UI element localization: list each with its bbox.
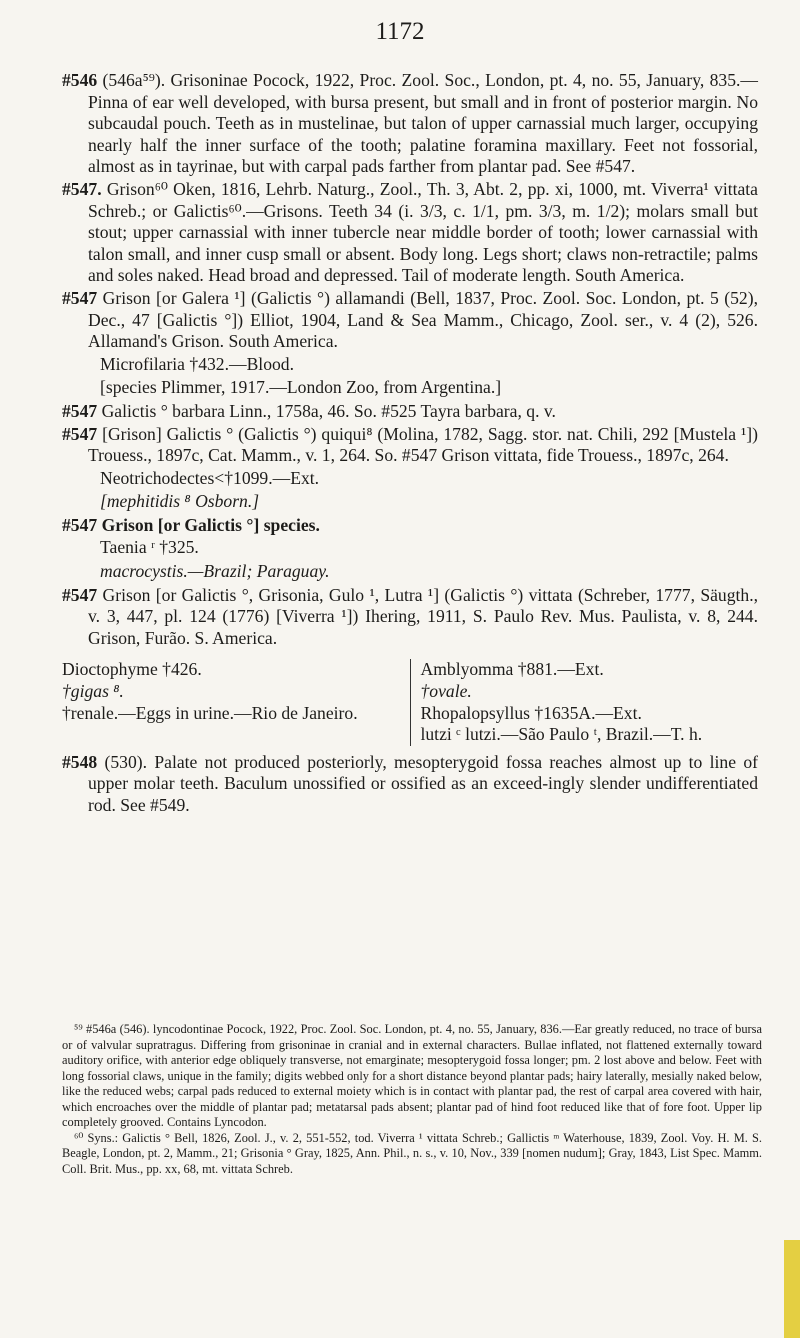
document-body xyxy=(62,70,758,818)
column-line: †gigas ⁸. xyxy=(62,681,124,702)
column-line: Amblyomma †881.—Ext. xyxy=(420,659,604,680)
entry-547-barbara: #547 Galictis ° barbara Linn., 1758a, 46. So. #525 Tayra barbara, q. v. xyxy=(62,400,556,421)
column-line: Rhopalopsyllus †1635A.—Ext. xyxy=(420,702,642,723)
parasite-line: Neotrichodectes<†1099.—Ext. xyxy=(100,467,320,488)
column-line: Dioctophyme †426. xyxy=(62,659,202,680)
right-column xyxy=(410,659,759,745)
column-line: lutzi ᶜ lutzi.—São Paulo ᵗ, Brazil.—T. h. xyxy=(420,724,703,745)
column-line: †renale.—Eggs in urine.—Rio de Janeiro. xyxy=(62,702,358,723)
left-column xyxy=(62,659,410,745)
page-number: 1172 xyxy=(375,18,425,45)
parasite-line: macrocystis.—Brazil; Paraguay. xyxy=(100,561,330,582)
entry-548: #548 (530). Palate not produced posteriorly, mesopterygoid fossa reaches almost up to line of upper molar teeth. Baculum unossified or ossified as an exceed-ingly slender undifferentiated rod. See #549. xyxy=(62,751,758,815)
entry-547-species: #547 Grison [or Galictis °] species. xyxy=(62,514,320,535)
entry-547-allamandi: #547 Grison [or Galera ¹] (Galictis °) allamandi (Bell, 1837, Proc. Zool. Soc. London, pt. 5 (52), Dec., 47 [Galictis °]) Elliot, 1904, Land & Sea Mamm., Chicago, Zool. ser., v. 4 (2), 526. Allamand's Grison. South America. xyxy=(62,287,758,352)
parasite-line: [species Plimmer, 1917.—London Zoo, from Argentina.] xyxy=(100,377,502,398)
footnote-59: ⁵⁹ #546a (546). lyncodontinae Pocock, 1922, Proc. Zool. Soc. London, pt. 4, no. 55, January, 836.—Ear greatly reduced, no trace of bursa or of valvular supratragus. Differing from grisoninae in cranial and in external characters. Bullae inflated, not flattened externally toward auditory orifice, with anterior edge obliquely transverse, not emarginate; mesopterygoid fossa longer; pm. 2 lost above and below. Feet with long fossorial claws, unique in the family; digits webbed only for a short distance beyond plantar pads; hairy laterally, mesially naked below, like the reduced webs; carpal pads reduced to external moiety which is in contact with plantar pad, the rest of carpal area covered with hair, which encroaches over the middle of plantar pad; metatarsal pads absent; plantar pad of hind foot reduced like that of fore foot. Upper lip completely grooved. Contains Lyncodon. xyxy=(62,1022,762,1129)
entry-547-quiqui: #547 [Grison] Galictis ° (Galictis °) quiqui⁸ (Molina, 1782, Sagg. stor. nat. Chili, 292 [Mustela ¹]) Trouess., 1897c, Cat. Mamm., v. 1, 264. So. #547 Grison vittata, fide Trouess., 1897c, 264. xyxy=(62,423,758,466)
entry-547-grison: #547. Grison⁶⁰ Oken, 1816, Lehrb. Naturg., Zool., Th. 3, Abt. 2, pp. xi, 1000, mt. Viverra¹ vittata Schreb.; or Galictis⁶⁰.—Grisons. Teeth 34 (i. 3/3, c. 1/1, pm. 3/3, m. 1/2); molars small but stout; upper carnassial with inner tubercle near middle border of tooth; lower carnassial with talon small, and inner cusp small or absent. Body long. Legs short; claws non-retractile; palms and soles naked. Head broad and depressed. Tail of moderate length. South America. xyxy=(62,178,758,286)
entry-547-vittata: #547 Grison [or Galictis °, Grisonia, Gulo ¹, Lutra ¹] (Galictis °) vittata (Schreber, 1777, Säugth., v. 3, 447, pl. 124 (1776) [Viverra ¹]) Ihering, 1911, S. Paulo Rev. Mus. Paulista, v. 8, 244. Grison, Furão. S. America. xyxy=(62,584,758,648)
page-edge-tab xyxy=(784,1240,800,1338)
footnotes xyxy=(62,1022,762,1177)
column-line: †ovale. xyxy=(420,681,472,702)
parasite-line: Taenia ʳ †325. xyxy=(100,537,199,558)
entry-546: #546 (546a⁵⁹). Grisoninae Pocock, 1922, Proc. Zool. Soc., London, pt. 4, no. 55, January, 835.—Pinna of ear well developed, with bursa present, but small and in front of posterior margin. No subcaudal pouch. Teeth as in mustelinae, but talon of upper carnassial much larger, occupying nearly half the inner surface of the tooth; palatine foramina maxillary. Feet not fossorial, almost as in tayrinae, but with carpal pads farther from plantar pad. See #547. xyxy=(62,70,758,177)
parasite-columns xyxy=(62,659,758,745)
parasite-line: [mephitidis ⁸ Osborn.] xyxy=(100,491,260,512)
footnote-60: ⁶⁰ Syns.: Galictis ° Bell, 1826, Zool. J., v. 2, 551-552, tod. Viverra ¹ vittata Schreb.; Gallictis ᵐ Waterhouse, 1839, Zool. Voy. H. M. S. Beagle, London, pt. 2, Mamm., 21; Grisonia ° Gray, 1825, Ann. Phil., n. s., v. 10, Nov., 339 [nomen nudum]; Gray, 1843, List Spec. Mamm. Coll. Brit. Mus., pp. xx, 68, mt. vittata Schreb. xyxy=(62,1130,762,1176)
parasite-line: Microfilaria †432.—Blood. xyxy=(100,353,294,374)
